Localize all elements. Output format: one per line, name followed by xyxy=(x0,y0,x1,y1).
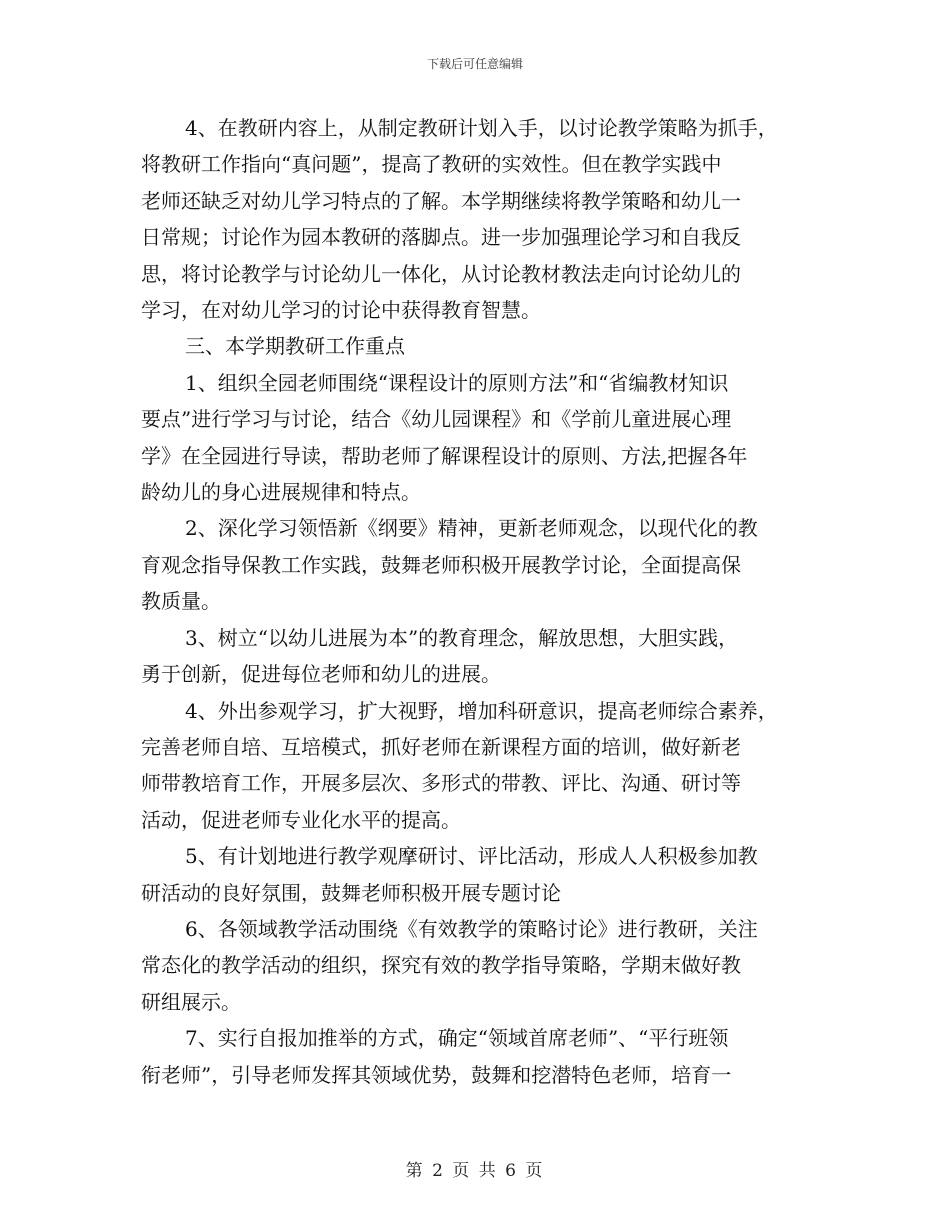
text-line: 4、在教研内容上，从制定教研计划入手，以讨论教学策略为抓手， xyxy=(185,116,778,140)
text-line: 教质量。 xyxy=(141,589,221,614)
text-line: 龄幼儿的身心进展规律和特点。 xyxy=(141,480,421,505)
text-line: 育观念指导保教工作实践，鼓舞老师积极开展教学讨论，全面提高保 xyxy=(141,552,741,577)
text-line: 学习，在对幼儿学习的讨论中获得教育智慧。 xyxy=(141,298,541,323)
text-line: 2、深化学习领悟新《纲要》精神，更新老师观念，以现代化的教 xyxy=(185,516,758,541)
text-line: 研活动的良好氛围，鼓舞老师积极开展专题讨论 xyxy=(141,880,561,905)
text-line: 7、实行自报加推举的方式，确定“领域首席老师”、“平行班领 xyxy=(185,1026,729,1051)
text-line: 师带教培育工作，开展多层次、多形式的带教、评比、沟通、研讨等 xyxy=(141,771,741,796)
text-line: 常态化的教学活动的组织，探究有效的教学指导策略，学期末做好教 xyxy=(141,953,741,978)
document-body xyxy=(141,110,813,1093)
text-line: 活动，促进老师专业化水平的提高。 xyxy=(141,807,461,832)
text-line: 思，将讨论教学与讨论幼儿一体化，从讨论教材教法走向讨论幼儿的 xyxy=(141,261,741,286)
text-line: 完善老师自培、互培模式，抓好老师在新课程方面的培训，做好新老 xyxy=(141,734,741,759)
text-line: 勇于创新，促进每位老师和幼儿的进展。 xyxy=(141,662,501,687)
text-line: 要点”进行学习与讨论，结合《幼儿园课程》和《学前儿童进展心理 xyxy=(141,407,732,432)
text-line: 日常规；讨论作为园本教研的落脚点。进一步加强理论学习和自我反 xyxy=(141,225,741,250)
page-number: 第 2 页 共 6 页 xyxy=(405,1161,545,1181)
text-line: 3、树立“以幼儿进展为本”的教育理念，解放思想，大胆实践， xyxy=(185,625,739,650)
text-line: 衔老师”，引导老师发挥其领域优势，鼓舞和挖潜特色老师，培育一 xyxy=(141,1062,732,1087)
section-heading: 三、本学期教研工作重点 xyxy=(185,334,405,359)
text-line: 6、各领域教学活动围绕《有效教学的策略讨论》进行教研，关注 xyxy=(185,916,758,941)
text-line: 1、组织全园老师围绕“课程设计的原则方法”和“省编教材知识 xyxy=(185,370,729,395)
page-header-note: 下载后可任意编辑 xyxy=(426,57,523,71)
text-line: 研组展示。 xyxy=(141,989,241,1014)
text-line: 将教研工作指向“真问题”，提高了教研的实效性。但在教学实践中 xyxy=(141,152,722,177)
text-line: 4、外出参观学习，扩大视野，增加科研意识，提高老师综合素养， xyxy=(185,698,778,723)
text-line: 老师还缺乏对幼儿学习特点的了解。本学期继续将教学策略和幼儿一 xyxy=(141,188,741,213)
text-line: 学》在全园进行导读，帮助老师了解课程设计的原则、方法,把握各年 xyxy=(141,443,748,468)
text-line: 5、有计划地进行教学观摩研讨、评比活动，形成人人积极参加教 xyxy=(185,844,758,869)
